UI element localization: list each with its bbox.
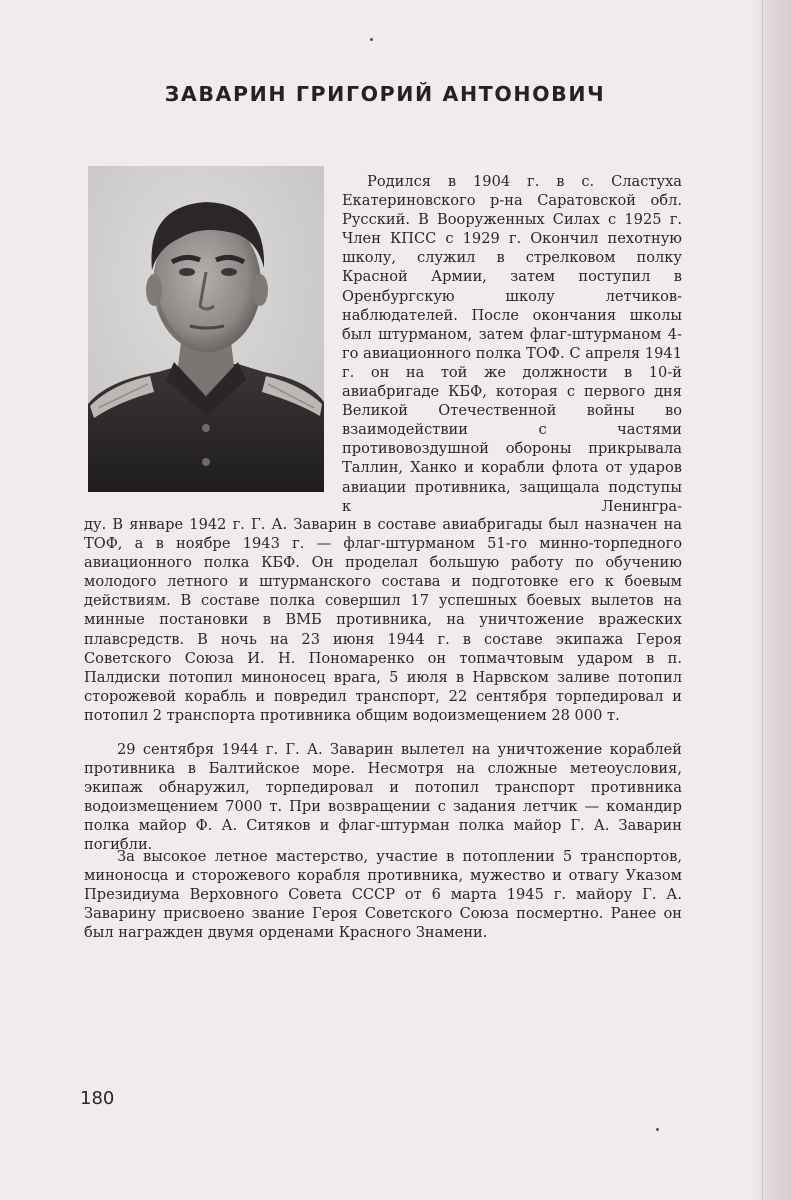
page-binding-shadow bbox=[751, 0, 791, 1200]
biography-paragraph-award: За высокое летное мастерство, участие в потоплении 5 транспортов, миноносца и сторожевого корабля противника, мужество и отвагу Указом Президиума Верховного Совета СССР от 6 марта 1945 г. майору Г. А. Заварину присвоено звание Героя Советского Союза посмертно. Ранее он был награжден двумя орденами Красного Знамени. bbox=[84, 848, 682, 942]
page-title: ЗАВАРИН ГРИГОРИЙ АНТОНОВИЧ bbox=[164, 82, 606, 106]
portrait-photo bbox=[88, 166, 324, 492]
biography-paragraph-intro-text: Родился в 1904 г. в с. Сластуха Екатериновского р-на Саратовской обл. Русский. В Вооруженных Силах с 1925 г. Член КПСС с 1929 г. Окончил пехотную школу, служил в стрелковом полку Красной Армии, затем поступил в Оренбургскую школу летчиков-наблюдателей. После окончания школы был штурманом, затем флаг-штурманом 4-го авиационного полка ТОФ. С апреля 1941 г. он на той же должности в 10-й авиабригаде КБФ, которая с первого дня Великой Отечественной войны во взаимодействии с частями противовоздушной обороны прикрывала Таллин, Ханко и корабли флота от ударов авиации противника, защищала подступы к Ленингра- bbox=[342, 173, 682, 515]
biography-paragraph-last-mission: 29 сентября 1944 г. Г. А. Заварин вылетел на уничтожение кораблей противника в Балтийское море. Несмотря на сложные метеоусловия, экипаж обнаружил, торпедировал и потопил транспорт противника водоизмещением 7000 т. При возвращении с задания летчик — командир полка майор Ф. А. Ситяков и флаг-штурман полка майор Г. А. Заварин погибли. bbox=[84, 741, 682, 854]
paper-speck bbox=[656, 1128, 659, 1131]
page-number: 180 bbox=[80, 1088, 115, 1109]
portrait-image bbox=[88, 166, 324, 492]
paper-speck bbox=[370, 38, 373, 41]
biography-paragraph-continuation: ду. В январе 1942 г. Г. А. Заварин в составе авиабригады был назначен на ТОФ, а в ноябре 1943 г. — флаг-штурманом 51-го минно-торпедного авиационного полка КБФ. Он проделал большую работу по обучению молодого летного и штурманского состава и подготовке его к боевым действиям. В составе полка совершил 17 успешных боевых вылетов на минные постановки в ВМБ противника, на уничтожение вражеских плавсредств. В ночь на 23 июня 1944 г. в составе экипажа Героя Советского Союза И. Н. Пономаренко он топмачтовым ударом в п. Палдиски потопил миноносец врага, 5 июля в Нарвском заливе потопил сторожевой корабль и повредил транспорт, 22 сентября торпедировал и потопил 2 транспорта противника общим водоизмещением 28 000 т. bbox=[84, 516, 682, 724]
biography-paragraph-intro bbox=[342, 172, 682, 516]
page-binding-edge bbox=[762, 0, 763, 1200]
